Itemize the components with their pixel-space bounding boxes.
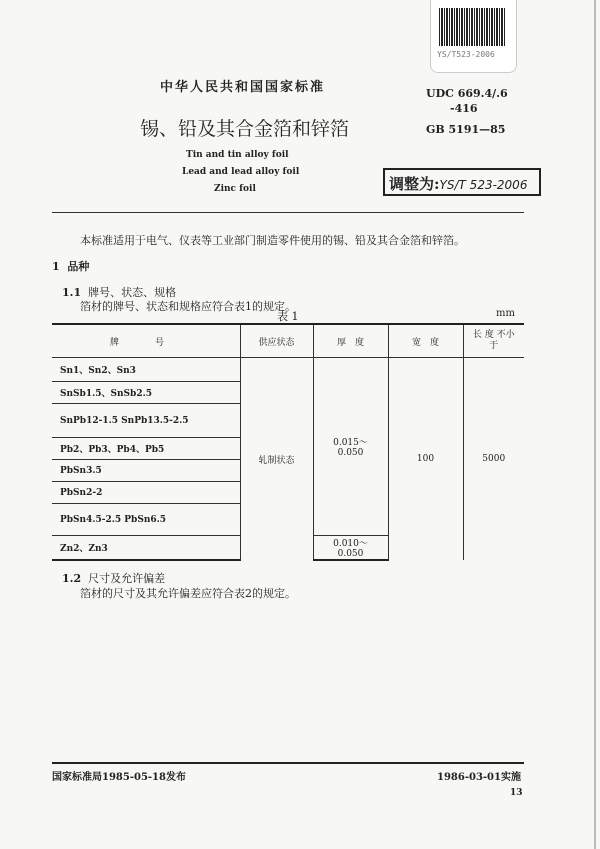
state-cell: 轧制状态 bbox=[240, 358, 313, 561]
udc-code: UDC 669.4/.6 bbox=[426, 87, 508, 100]
section-text: 箔材的尺寸及其允许偏差应符合表2的规定。 bbox=[80, 587, 296, 600]
grade-cell: PbSn4.5-2.5 PbSn6.5 bbox=[52, 504, 240, 536]
header-length: 长 度 不小于 bbox=[463, 324, 524, 358]
page-number: 13 bbox=[510, 788, 523, 798]
udc-code-2: -416 bbox=[450, 102, 478, 115]
barcode-number: YS/T523-2006 bbox=[437, 50, 495, 59]
header-width: 宽 度 bbox=[388, 324, 463, 358]
header-grade: 牌 号 bbox=[52, 324, 240, 358]
table-caption: 表 1 bbox=[277, 310, 299, 323]
grade-cell: Zn2、Zn3 bbox=[52, 536, 240, 561]
section-title: 品种 bbox=[67, 260, 90, 273]
replacement-stamp bbox=[383, 168, 541, 196]
thickness-cell: 0.015～0.050 bbox=[313, 358, 388, 536]
title-en-2: Lead and lead alloy foil bbox=[182, 167, 300, 177]
intro-text: 本标准适用于电气、仪表等工业部门制造零件使用的锡、铅及其合金箔和锌箔。 bbox=[80, 234, 465, 247]
gb-number: GB 5191—85 bbox=[426, 123, 506, 136]
section-number: 1 bbox=[52, 260, 60, 273]
barcode-label bbox=[430, 0, 517, 73]
section-text: 箔材的牌号、状态和规格应符合表1的规定。 bbox=[80, 300, 296, 313]
spec-table bbox=[52, 323, 524, 561]
header-thickness: 厚 度 bbox=[313, 324, 388, 358]
title-en-1: Tin and tin alloy foil bbox=[186, 150, 289, 160]
grade-cell: Pb2、Pb3、Pb4、Pb5 bbox=[52, 438, 240, 460]
table-unit: mm bbox=[496, 308, 515, 319]
scan-edge bbox=[594, 0, 596, 849]
header-divider bbox=[52, 212, 524, 213]
grade-cell: SnSb1.5、SnSb2.5 bbox=[52, 382, 240, 404]
grade-cell: PbSn2-2 bbox=[52, 482, 240, 504]
width-cell: 100 bbox=[388, 358, 463, 561]
stamp-value: YS/T 523-2006 bbox=[439, 178, 528, 192]
footer-divider bbox=[52, 762, 524, 764]
issued-date: 国家标准局1985-05-18发布 bbox=[52, 772, 186, 783]
grade-cell: SnPb12-1.5 SnPb13.5-2.5 bbox=[52, 404, 240, 438]
barcode-icon bbox=[439, 8, 505, 46]
title-en-3: Zinc foil bbox=[214, 184, 256, 194]
title-cn: 锡、铅及其合金箔和锌箔 bbox=[140, 118, 350, 140]
thickness-cell-zn: 0.010～0.050 bbox=[313, 536, 388, 561]
section-number: 1.2 bbox=[62, 572, 82, 585]
length-cell: 5000 bbox=[463, 358, 524, 561]
section-title: 尺寸及允许偏差 bbox=[88, 572, 166, 585]
section-number: 1.1 bbox=[62, 286, 82, 299]
header-state: 供应状态 bbox=[240, 324, 313, 358]
national-standard-label: 中华人民共和国国家标准 bbox=[160, 80, 326, 95]
stamp-label: 调整为: bbox=[389, 175, 440, 193]
grade-cell: PbSn3.5 bbox=[52, 460, 240, 482]
grade-cell: Sn1、Sn2、Sn3 bbox=[52, 358, 240, 382]
effective-date: 1986-03-01实施 bbox=[437, 772, 521, 783]
section-title: 牌号、状态、规格 bbox=[88, 286, 177, 299]
